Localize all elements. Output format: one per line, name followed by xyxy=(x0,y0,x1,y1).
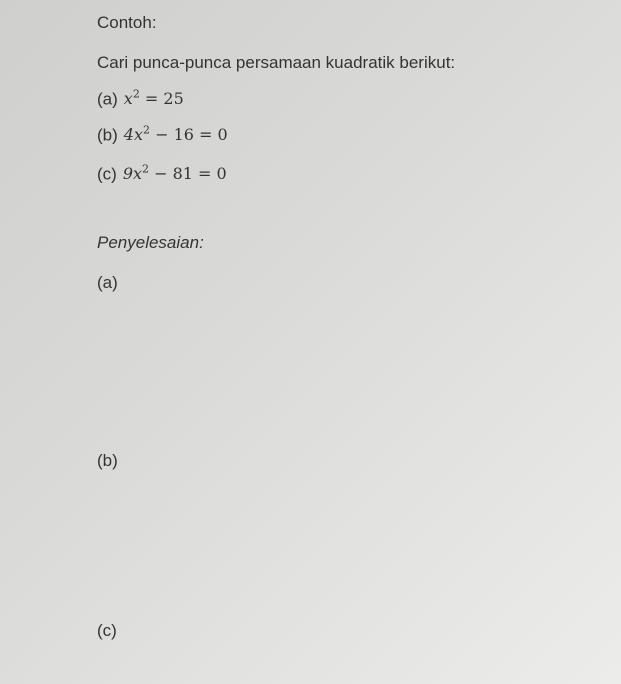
solution-part-a: (a) xyxy=(97,273,118,292)
solution-part-b: (b) xyxy=(97,451,118,470)
instruction: Cari punca-punca persamaan kuadratik berikut: xyxy=(97,53,456,72)
solution-heading: Penyelesaian: xyxy=(97,233,204,252)
solution-part-c: (c) xyxy=(97,621,117,640)
heading: Contoh: xyxy=(97,13,157,32)
question-a xyxy=(97,88,184,109)
equation: $x^2 = 25$ xyxy=(123,88,184,109)
equation: $9x^2 - 81 = 0$ xyxy=(122,163,227,184)
question-label: (c) xyxy=(97,164,117,184)
question-c xyxy=(97,163,227,184)
question-b xyxy=(97,124,228,145)
question-label: (a) xyxy=(97,89,118,109)
equation: $4x^2 - 16 = 0$ xyxy=(123,124,228,145)
question-label: (b) xyxy=(97,125,118,145)
